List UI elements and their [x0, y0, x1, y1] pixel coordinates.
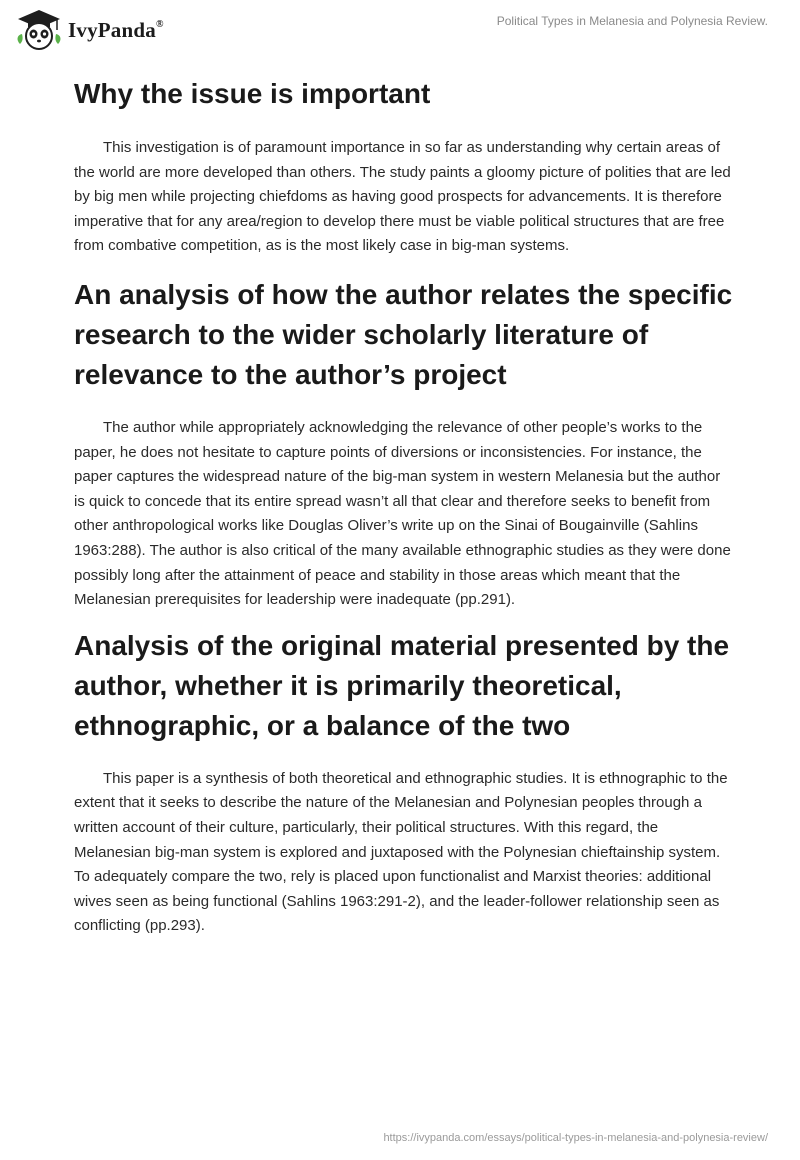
section-heading: An analysis of how the author relates the specific research to the wider scholarly literature of relevance to the author’s project	[74, 278, 733, 390]
document-title: Political Types in Melanesia and Polynesia Review.	[496, 14, 768, 28]
section-scholarly-literature	[74, 275, 734, 613]
section-heading: Why the issue is important	[74, 78, 431, 109]
section-paragraph: The author while appropriately acknowledging the relevance of other people’s works to the paper, he does not hesitate to capture points of diversions or inconsistencies. For instance, the paper captures the widespread nature of the big-man system in western Melanesia but the author is quick to concede that its entire spread wasn’t all that clear and therefore seeks to benefit from other anthropological works like Douglas Oliver’s write up on the Sinai of Bougainville (Sahlins 1963:288). The author is also critical of the many available ethnographic studies as they were done possibly long after the attainment of peace and stability in those areas which meant that the Melanesian prerequisites for leadership were inadequate (pp.291).	[74, 418, 731, 609]
panda-graduate-icon	[14, 8, 64, 52]
logo-text: IvyPanda®	[68, 17, 164, 42]
section-heading: Analysis of the original material presented by the author, whether it is primarily theoretical, ethnographic, or a balance of the two	[74, 629, 730, 741]
section-paragraph: This investigation is of paramount importance in so far as understanding why certain areas of the world are more developed than others. The study paints a gloomy picture of polities that are led by big men while projecting chiefdoms as having good prospects for advancements. It is therefore imperative that for any area/region to develop there must be viable political structures that are free from combative competition, as is the most likely case in big-man systems.	[74, 139, 731, 255]
section-why-important	[74, 74, 734, 259]
page-header	[0, 0, 800, 60]
source-url[interactable]: https://ivypanda.com/essays/political-types-in-melanesia-and-polynesia-review/	[383, 1132, 768, 1144]
ivypanda-logo[interactable]	[14, 8, 164, 52]
article-body	[74, 70, 734, 939]
section-paragraph: This paper is a synthesis of both theoretical and ethnographic studies. It is ethnographic to the extent that it seeks to describe the nature of the Melanesian and Polynesian peoples through a written account of their culture, particularly, their political structures. With this regard, the Melanesian big-man system is explored and juxtaposed with the Polynesian chieftainship system. To adequately compare the two, rely is placed upon functionalist and Marxist theories: additional wives seen as being functional (Sahlins 1963:291-2), and the leader-follower relationship seen as conflicting (pp.293).	[74, 769, 728, 935]
section-original-material	[74, 626, 734, 939]
